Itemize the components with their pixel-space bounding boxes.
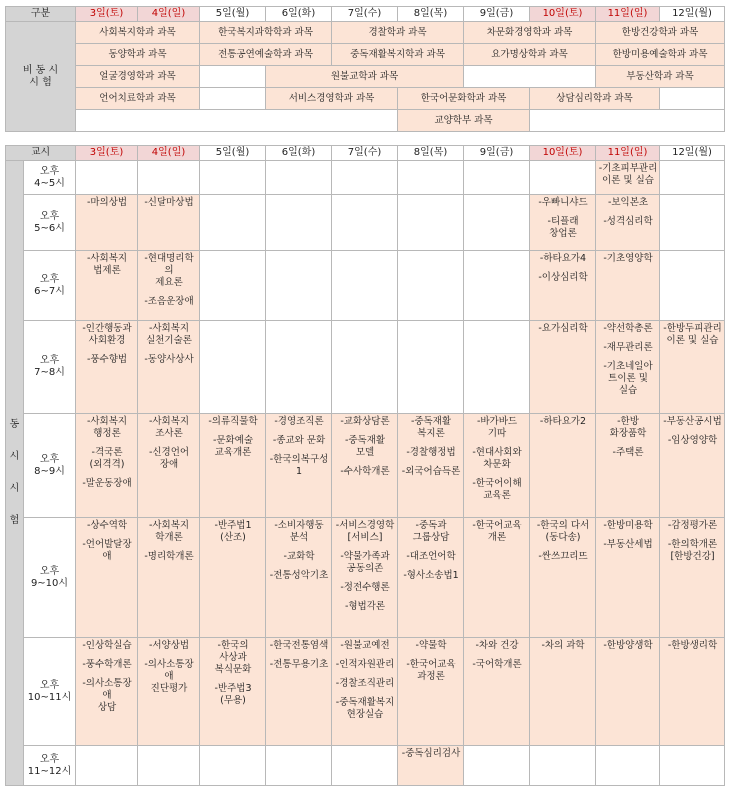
subject-slot bbox=[530, 518, 596, 638]
subject-item: -반주법3 (무용) bbox=[214, 683, 252, 706]
day-header: 11일(일) bbox=[596, 7, 660, 22]
header-row bbox=[6, 7, 725, 22]
simultaneous-label: 동 시 시 험 bbox=[6, 161, 24, 786]
subject-item: -주택론 bbox=[612, 447, 644, 458]
subject-slot bbox=[200, 746, 266, 786]
subject-item: -한국의 사상과 복식문화 bbox=[214, 640, 252, 675]
subject-slot bbox=[332, 518, 398, 638]
subject-item: -우빠니샤드 bbox=[538, 197, 588, 208]
section-label: 구분 bbox=[6, 7, 76, 22]
subject-slot bbox=[332, 161, 398, 195]
period-row bbox=[6, 414, 725, 518]
subject-slot bbox=[596, 161, 660, 195]
subject-slot bbox=[138, 195, 200, 251]
subject-item: -전통성악기초 bbox=[269, 570, 329, 581]
subject-slot bbox=[660, 414, 725, 518]
department-cell: 한방건강학과 과목 bbox=[596, 22, 725, 44]
day-header: 6일(화) bbox=[266, 146, 332, 161]
period-label: 오후 6~7시 bbox=[24, 251, 76, 321]
subject-slot bbox=[332, 414, 398, 518]
period-label: 오후 8~9시 bbox=[24, 414, 76, 518]
subject-slot bbox=[398, 638, 464, 746]
simultaneous-exam-table bbox=[5, 145, 725, 786]
period-label: 오후 10~11시 bbox=[24, 638, 76, 746]
subject-slot bbox=[398, 251, 464, 321]
department-cell: 상담심리학과 과목 bbox=[530, 88, 660, 110]
subject-item: -보익본초 bbox=[607, 197, 649, 208]
period-label: 오후 11~12시 bbox=[24, 746, 76, 786]
subject-slot bbox=[200, 195, 266, 251]
subject-item: -중독재활 모델 bbox=[344, 435, 386, 458]
subject-item: -종교와 문화 bbox=[272, 435, 326, 446]
section-label: 교시 bbox=[6, 146, 76, 161]
subject-item: -조음운장애 bbox=[144, 296, 194, 307]
subject-item: -감정평가론 bbox=[667, 520, 718, 531]
subject-slot bbox=[138, 321, 200, 414]
subject-slot bbox=[266, 414, 332, 518]
subject-item: -사회복지 법제론 bbox=[86, 253, 128, 276]
subject-item: -기초영양학 bbox=[603, 253, 653, 264]
subject-item: -중독심리검사 bbox=[401, 748, 461, 759]
subject-slot bbox=[398, 746, 464, 786]
subject-item: -하타요가2 bbox=[539, 416, 587, 427]
subject-slot bbox=[660, 195, 725, 251]
day-header: 7일(수) bbox=[332, 146, 398, 161]
subject-item: -인상학실습 bbox=[82, 640, 132, 651]
subject-item: -언어발달장애 bbox=[82, 539, 132, 562]
period-row bbox=[6, 638, 725, 746]
subject-slot bbox=[138, 518, 200, 638]
department-cell: 서비스경영학과 과목 bbox=[266, 88, 398, 110]
subject-item: -현대사회와 차문화 bbox=[472, 447, 522, 470]
subject-item: -한방양생학 bbox=[603, 640, 653, 651]
subject-item: -외국어습득론 bbox=[401, 466, 461, 477]
subject-slot bbox=[596, 195, 660, 251]
subject-slot bbox=[464, 638, 530, 746]
subject-item: -한국의복구성1 bbox=[269, 454, 329, 477]
subject-item: -한방미용학 bbox=[603, 520, 653, 531]
subject-slot bbox=[266, 321, 332, 414]
subject-slot bbox=[660, 251, 725, 321]
subject-slot bbox=[660, 321, 725, 414]
subject-slot bbox=[464, 195, 530, 251]
subject-item: -한국의 다서 (동다송) bbox=[536, 520, 590, 543]
subject-slot bbox=[76, 321, 138, 414]
subject-row bbox=[6, 44, 725, 66]
subject-item: -바가바드 기따 bbox=[476, 416, 518, 439]
subject-row bbox=[6, 66, 725, 88]
subject-item: -사회복지 학개론 bbox=[148, 520, 190, 543]
subject-item: -중독재활 복지론 bbox=[410, 416, 452, 439]
subject-slot bbox=[332, 251, 398, 321]
subject-slot bbox=[464, 321, 530, 414]
subject-item: -대조언어학 bbox=[406, 551, 456, 562]
subject-item: -교화학 bbox=[283, 551, 315, 562]
subject-item: -한국어이해 교육론 bbox=[472, 478, 522, 501]
subject-slot bbox=[660, 746, 725, 786]
subject-slot bbox=[266, 638, 332, 746]
subject-slot bbox=[596, 638, 660, 746]
subject-item: -원불교예전 bbox=[340, 640, 390, 651]
subject-slot bbox=[200, 161, 266, 195]
department-cell: 교양학부 과목 bbox=[398, 110, 530, 132]
day-header: 6일(화) bbox=[266, 7, 332, 22]
day-header: 9일(금) bbox=[464, 7, 530, 22]
subject-slot bbox=[76, 518, 138, 638]
department-cell bbox=[76, 110, 398, 132]
subject-item: -성격심리학 bbox=[603, 216, 653, 227]
department-cell: 원불교학과 과목 bbox=[266, 66, 464, 88]
department-cell: 요가명상학과 과목 bbox=[464, 44, 596, 66]
subject-slot bbox=[138, 251, 200, 321]
subject-slot bbox=[76, 251, 138, 321]
department-cell: 동양학과 과목 bbox=[76, 44, 200, 66]
subject-item: -한국어교육 과정론 bbox=[406, 659, 456, 682]
subject-item: -형법각론 bbox=[344, 601, 386, 612]
subject-item: -한의학개론 [한방건강] bbox=[667, 539, 718, 562]
subject-slot bbox=[530, 414, 596, 518]
day-header: 12일(월) bbox=[660, 146, 725, 161]
subject-slot bbox=[200, 638, 266, 746]
day-header: 8일(목) bbox=[398, 7, 464, 22]
subject-slot bbox=[266, 251, 332, 321]
subject-item: -한국어교육 개론 bbox=[472, 520, 522, 543]
subject-item: -신달마상법 bbox=[144, 197, 194, 208]
period-label: 오후 4~5시 bbox=[24, 161, 76, 195]
subject-slot bbox=[530, 161, 596, 195]
subject-slot bbox=[530, 251, 596, 321]
subject-slot bbox=[138, 414, 200, 518]
subject-item: -동양사상사 bbox=[144, 354, 194, 365]
subject-item: -의류직물학 bbox=[208, 416, 258, 427]
period-row bbox=[6, 195, 725, 251]
subject-item: -교화상담론 bbox=[340, 416, 390, 427]
subject-slot bbox=[464, 251, 530, 321]
header-row bbox=[6, 146, 725, 161]
department-cell: 언어치료학과 과목 bbox=[76, 88, 200, 110]
subject-slot bbox=[76, 161, 138, 195]
subject-item: -인간행동과 사회환경 bbox=[82, 323, 132, 346]
subject-item: -경찰행정법 bbox=[406, 447, 456, 458]
subject-slot bbox=[332, 638, 398, 746]
subject-item: -풍수학개론 bbox=[82, 659, 132, 670]
non-simultaneous-exam-table bbox=[5, 6, 725, 132]
subject-item: -전통무용기초 bbox=[269, 659, 329, 670]
subject-item: -티플래 창업론 bbox=[547, 216, 579, 239]
day-header: 3일(토) bbox=[76, 7, 138, 22]
subject-item: -수사학개론 bbox=[340, 466, 390, 477]
subject-slot bbox=[76, 195, 138, 251]
subject-slot bbox=[398, 161, 464, 195]
subject-item: -의사소통장애 상담 bbox=[82, 678, 132, 713]
subject-item: -격국론 (외격격) bbox=[89, 447, 125, 470]
subject-slot bbox=[76, 638, 138, 746]
subject-item: -차의 과학 bbox=[541, 640, 585, 651]
subject-item: -사회복지 실천기술론 bbox=[146, 323, 192, 346]
subject-slot bbox=[530, 638, 596, 746]
subject-item: -부동산공시법 bbox=[663, 416, 722, 427]
subject-slot bbox=[464, 161, 530, 195]
day-header: 4일(일) bbox=[138, 146, 200, 161]
subject-item: -기초피부관리 이론 및 실습 bbox=[598, 163, 658, 186]
department-cell: 차문화경영학과 과목 bbox=[464, 22, 596, 44]
subject-slot bbox=[266, 518, 332, 638]
subject-item: -약물가족과 공동의존 bbox=[340, 551, 390, 574]
subject-item: -중독과 그룹상담 bbox=[412, 520, 450, 543]
period-label: 오후 9~10시 bbox=[24, 518, 76, 638]
subject-slot bbox=[660, 518, 725, 638]
subject-slot bbox=[530, 321, 596, 414]
subject-item: -서양상법 bbox=[148, 640, 190, 651]
subject-slot bbox=[332, 321, 398, 414]
subject-item: -약물학 bbox=[415, 640, 447, 651]
subject-item: -한국전통염색 bbox=[269, 640, 329, 651]
subject-item: -요가심리학 bbox=[538, 323, 588, 334]
subject-item: -한방두피관리 이론 및 실습 bbox=[663, 323, 722, 346]
department-cell bbox=[464, 66, 596, 88]
subject-row bbox=[6, 88, 725, 110]
day-header: 9일(금) bbox=[464, 146, 530, 161]
day-header: 10일(토) bbox=[530, 7, 596, 22]
subject-slot bbox=[464, 414, 530, 518]
subject-item: -상수역학 bbox=[86, 520, 128, 531]
subject-slot bbox=[398, 195, 464, 251]
period-row bbox=[6, 161, 725, 195]
subject-item: -경영조직론 bbox=[274, 416, 324, 427]
subject-slot bbox=[398, 518, 464, 638]
subject-item: -사회복지 행정론 bbox=[86, 416, 128, 439]
day-header: 5일(월) bbox=[200, 146, 266, 161]
subject-item: -소비자행동 분석 bbox=[274, 520, 324, 543]
subject-slot bbox=[266, 746, 332, 786]
subject-item: -차와 건강 bbox=[475, 640, 519, 651]
period-row bbox=[6, 746, 725, 786]
subject-slot bbox=[200, 414, 266, 518]
day-header: 12일(월) bbox=[660, 7, 725, 22]
subject-item: -경찰조직관리 bbox=[335, 678, 395, 689]
subject-slot bbox=[138, 638, 200, 746]
subject-slot bbox=[200, 321, 266, 414]
subject-item: -마의상법 bbox=[86, 197, 128, 208]
subject-item: -약선학총론 bbox=[603, 323, 653, 334]
period-label: 오후 7~8시 bbox=[24, 321, 76, 414]
department-cell bbox=[200, 66, 266, 88]
subject-row bbox=[6, 110, 725, 132]
subject-item: -국어학개론 bbox=[472, 659, 522, 670]
subject-slot bbox=[138, 161, 200, 195]
department-cell: 중독재활복지학과 과목 bbox=[332, 44, 464, 66]
subject-slot bbox=[596, 321, 660, 414]
subject-slot bbox=[596, 414, 660, 518]
subject-item: -한방 화장품학 bbox=[609, 416, 647, 439]
subject-item: -싼쓰끄리뜨 bbox=[538, 551, 588, 562]
subject-row bbox=[6, 22, 725, 44]
subject-slot bbox=[530, 746, 596, 786]
subject-slot bbox=[332, 195, 398, 251]
subject-item: -인적자원관리 bbox=[335, 659, 395, 670]
day-header: 11일(일) bbox=[596, 146, 660, 161]
subject-item: -하타요가4 bbox=[539, 253, 587, 264]
department-cell: 한국복지과학학과 과목 bbox=[200, 22, 332, 44]
subject-item: -반주법1 (산조) bbox=[214, 520, 252, 543]
subject-item: -이상심리학 bbox=[538, 272, 588, 283]
day-header: 3일(토) bbox=[76, 146, 138, 161]
subject-item: -신경언어 장애 bbox=[148, 447, 190, 470]
subject-item: -형사소송법1 bbox=[403, 570, 459, 581]
day-header: 7일(수) bbox=[332, 7, 398, 22]
subject-item: -현대명리학의 제요론 bbox=[144, 253, 194, 288]
subject-item: -중독재활복지 현장실습 bbox=[335, 697, 395, 720]
subject-item: -문화예술 교육개론 bbox=[212, 435, 254, 458]
period-row bbox=[6, 518, 725, 638]
subject-slot bbox=[332, 746, 398, 786]
subject-slot bbox=[200, 251, 266, 321]
subject-slot bbox=[76, 746, 138, 786]
day-header: 5일(월) bbox=[200, 7, 266, 22]
subject-item: -재무관리론 bbox=[603, 342, 653, 353]
period-label: 오후 5~6시 bbox=[24, 195, 76, 251]
subject-item: -기초네일아 트이론 및 실습 bbox=[603, 361, 653, 396]
subject-item: -풍수향법 bbox=[86, 354, 128, 365]
subject-item: -말운동장애 bbox=[82, 478, 132, 489]
subject-slot bbox=[464, 746, 530, 786]
department-cell: 전통공연예술학과 과목 bbox=[200, 44, 332, 66]
subject-item: -사회복지 조사론 bbox=[148, 416, 190, 439]
subject-slot bbox=[76, 414, 138, 518]
department-cell: 한국어문화학과 과목 bbox=[398, 88, 530, 110]
subject-slot bbox=[596, 746, 660, 786]
department-cell bbox=[530, 110, 725, 132]
department-cell bbox=[200, 88, 266, 110]
subject-slot bbox=[398, 414, 464, 518]
day-header: 10일(토) bbox=[530, 146, 596, 161]
subject-slot bbox=[464, 518, 530, 638]
subject-slot bbox=[596, 518, 660, 638]
subject-slot bbox=[266, 161, 332, 195]
non-simultaneous-label: 비 동 시 시 험 bbox=[6, 22, 76, 132]
period-row bbox=[6, 321, 725, 414]
subject-slot bbox=[138, 746, 200, 786]
subject-item: -임상영양학 bbox=[667, 435, 718, 446]
subject-slot bbox=[266, 195, 332, 251]
department-cell: 부동산학과 과목 bbox=[596, 66, 725, 88]
department-cell: 경찰학과 과목 bbox=[332, 22, 464, 44]
subject-item: -한방생리학 bbox=[667, 640, 718, 651]
subject-item: -명리학개론 bbox=[144, 551, 194, 562]
subject-slot bbox=[596, 251, 660, 321]
department-cell: 얼굴경영학과 과목 bbox=[76, 66, 200, 88]
subject-slot bbox=[200, 518, 266, 638]
department-cell: 한방미용예술학과 과목 bbox=[596, 44, 725, 66]
subject-item: -정전수행론 bbox=[340, 582, 390, 593]
subject-slot bbox=[530, 195, 596, 251]
subject-slot bbox=[398, 321, 464, 414]
subject-slot bbox=[660, 638, 725, 746]
day-header: 8일(목) bbox=[398, 146, 464, 161]
subject-slot bbox=[660, 161, 725, 195]
department-cell: 사회복지학과 과목 bbox=[76, 22, 200, 44]
department-cell bbox=[660, 88, 725, 110]
subject-item: -부동산세법 bbox=[603, 539, 653, 550]
day-header: 4일(일) bbox=[138, 7, 200, 22]
subject-item: -의사소통장애 진단평가 bbox=[144, 659, 194, 694]
period-row bbox=[6, 251, 725, 321]
subject-item: -서비스경영학 [서비스] bbox=[335, 520, 395, 543]
